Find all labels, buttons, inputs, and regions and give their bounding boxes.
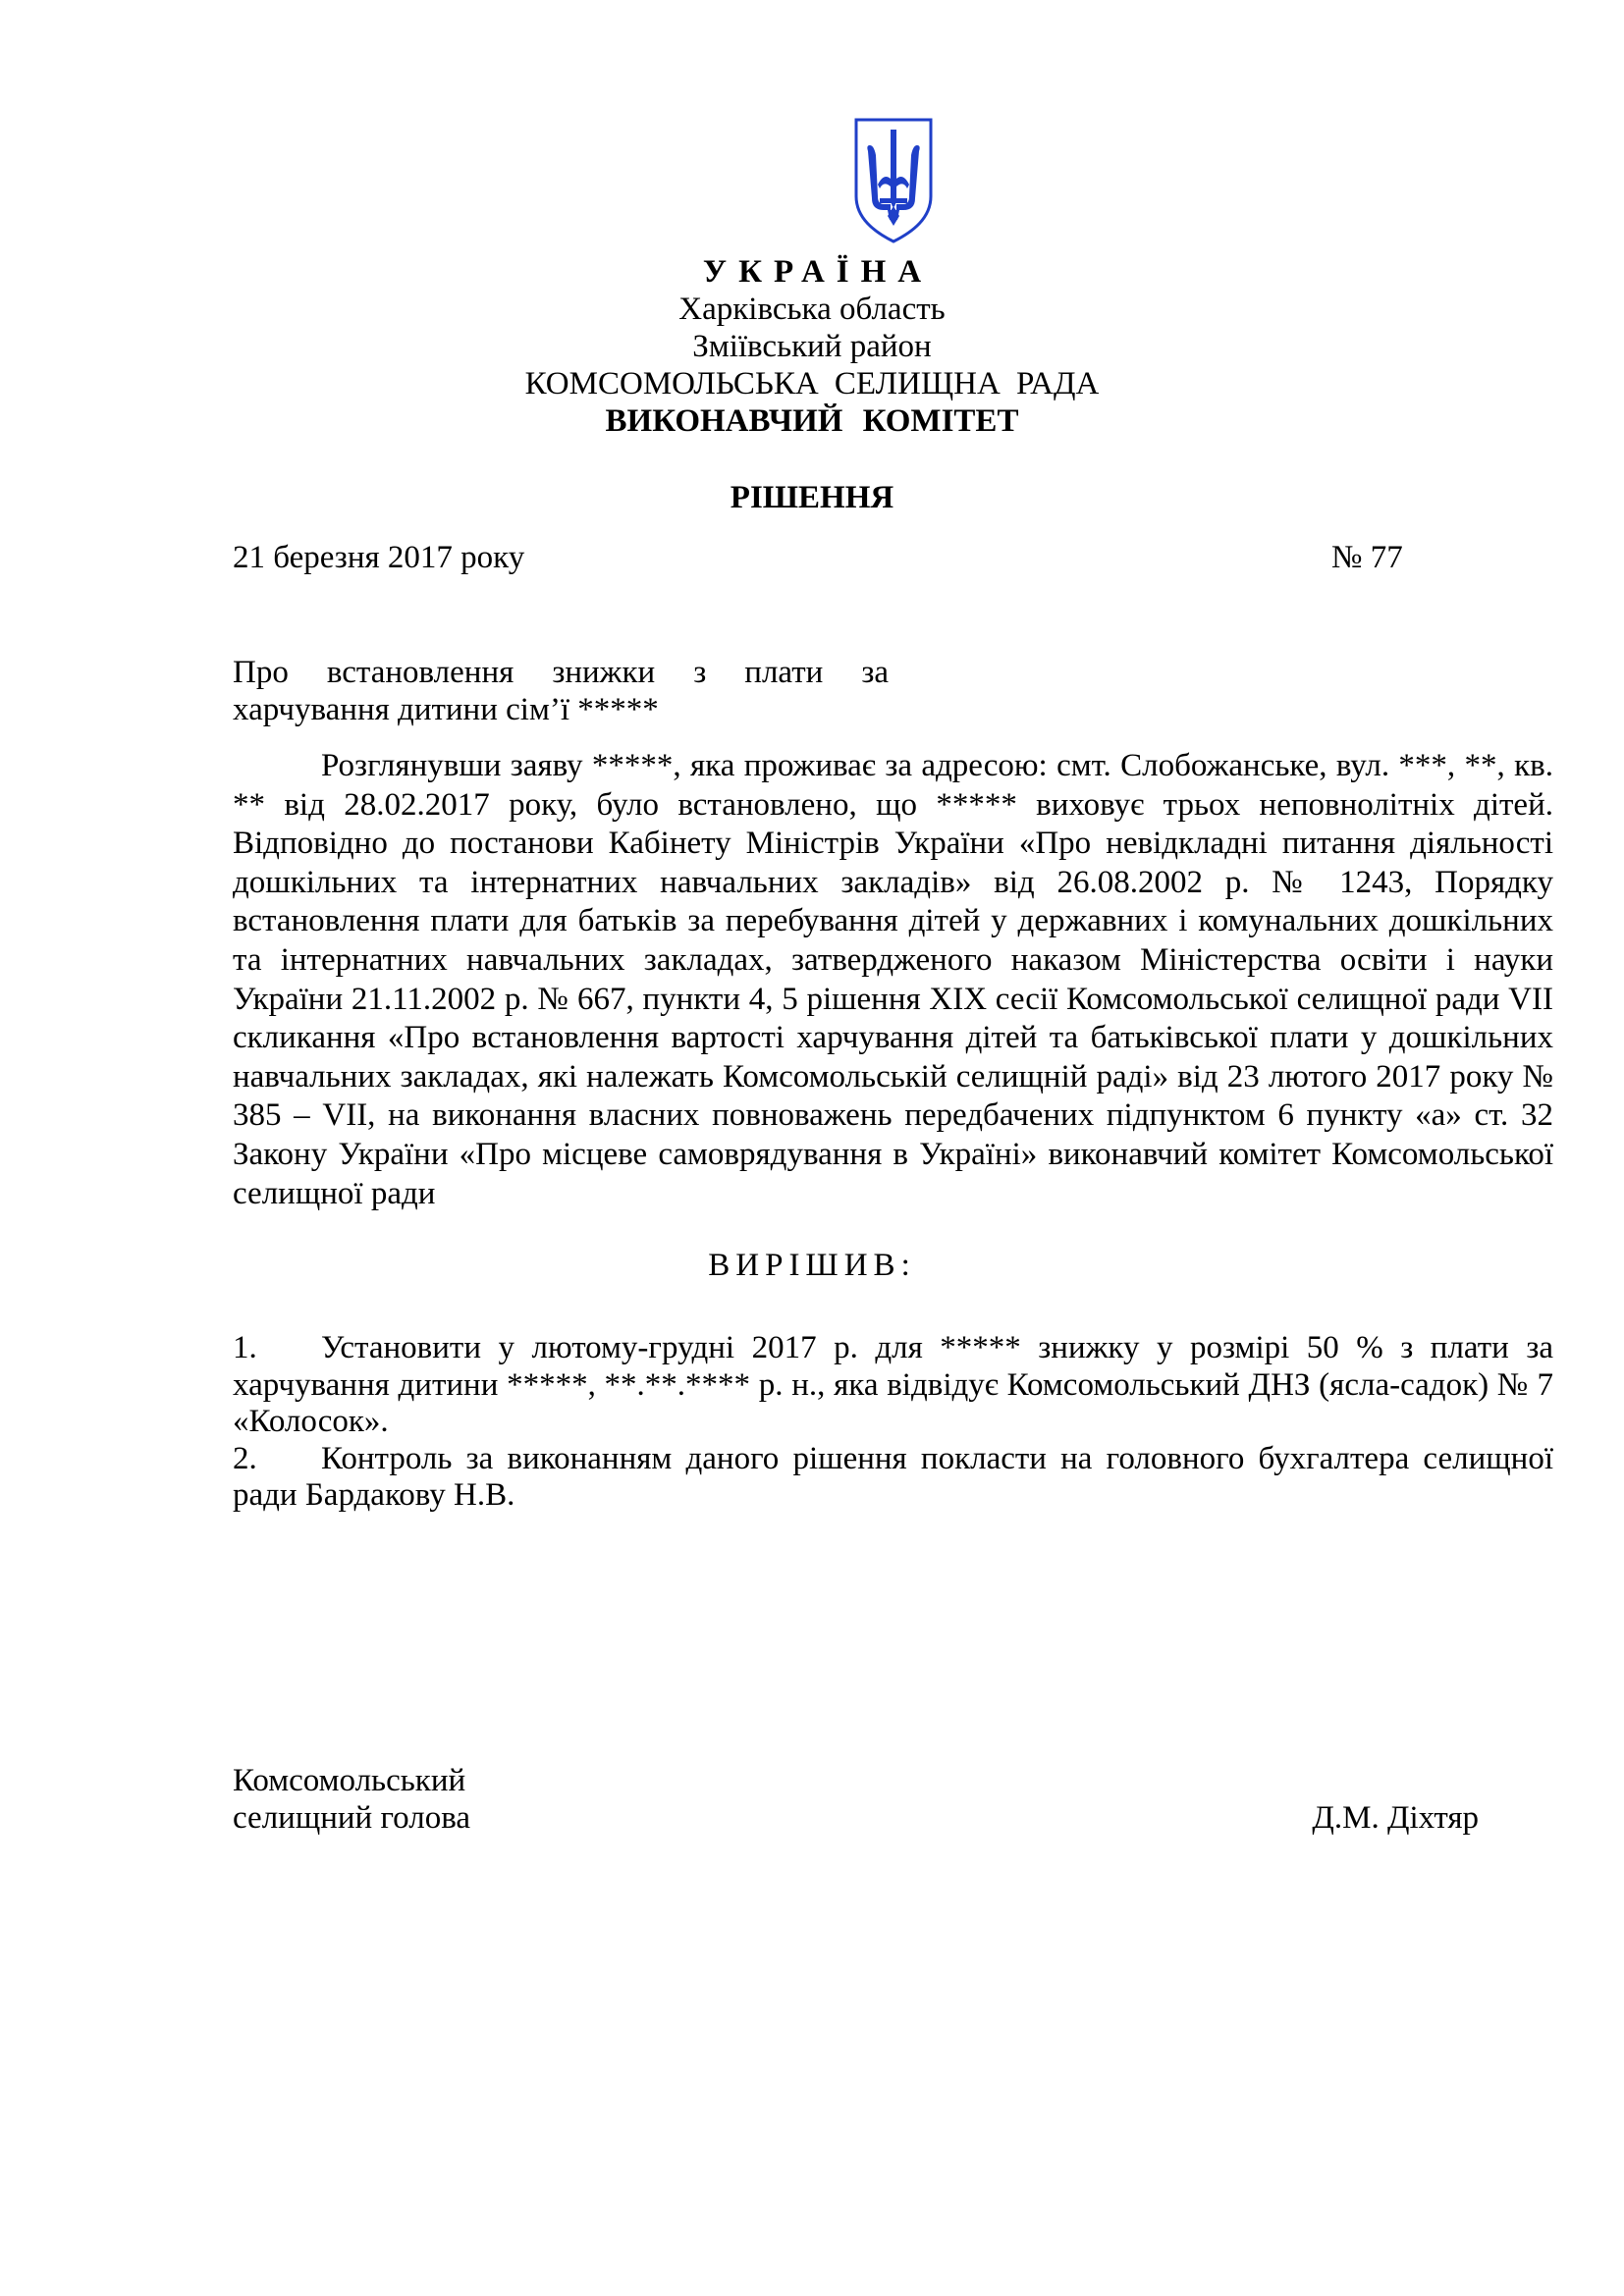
decision-item-2: [233, 1441, 1553, 1515]
document-type: РІШЕННЯ: [730, 480, 894, 515]
raion-name: Зміївський район: [692, 329, 932, 364]
document-number: № 77: [1331, 540, 1403, 575]
coat-of-arms-trident-icon: [850, 116, 937, 245]
oblast-name: Харківська область: [678, 292, 946, 327]
signatory-name: Д.М. Діхтяр: [1312, 1800, 1479, 1836]
document-subject: [233, 654, 889, 728]
item-text: Установити у лютому-грудні 2017 р. для ***** знижку у розмірі 50 % з плати за харчування дитини *****, **.**.**** р. н., яка відвідує Комсомольський ДНЗ (ясла-садок) № 7 «Колосок».: [233, 1330, 1553, 1439]
decision-items: [233, 1330, 1553, 1515]
document-date: 21 березня 2017 року: [233, 540, 525, 575]
subject-line-1: Про встановлення знижки з плати за: [233, 655, 889, 690]
item-number: 1.: [233, 1330, 257, 1365]
committee-name: ВИКОНАВЧИЙ КОМІТЕТ: [605, 403, 1019, 439]
decision-item-1: [233, 1330, 1553, 1441]
council-name: КОМСОМОЛЬСЬКА СЕЛИЩНА РАДА: [524, 366, 1100, 401]
signatory-title-line-2: селищний голова: [233, 1800, 471, 1836]
decided-heading: ВИРІШИВ:: [708, 1248, 916, 1283]
country-name: УКРАЇНА: [702, 254, 934, 290]
subject-line-2: харчування дитини сім’ї *****: [233, 692, 659, 727]
signatory-title-line-1: Комсомольський: [233, 1763, 466, 1798]
signatory-title: [233, 1762, 470, 1837]
preamble-paragraph: Розглянувши заяву *****, яка проживає за адресою: смт. Слобожанське, вул. ***, **, кв. ** від 28.02.2017 року, було встановлено, що ***** виховує трьох неповнолітніх дітей. Відповідно до постанови Кабінету Міністрів України «Про невідкладні питання діяльності дошкільних та інтернатних навчальних закладів» від 26.08.2002 р. № 1243, Порядку встановлення плати для батьків за перебування дітей у державних і комунальних дошкільних та інтернатних навчальних закладах, затвердженого наказом Міністерства освіти і науки України 21.11.2002 р. № 667, пункти 4, 5 рішення ХІХ сесії Комсомольської селищної ради VІІ скликання «Про встановлення вартості харчування дітей та батьківської плати у дошкільних навчальних закладах, які належать Комсомольській селищній раді» від 23 лютого 2017 року № 385 – VІІ, на виконання власних повноважень передбачених підпунктом 6 пункту «а» ст. 32 Закону України «Про місцеве самоврядування в Україні» виконавчий комітет Комсомольської селищної ради: [233, 748, 1553, 1211]
item-text: Контроль за виконанням даного рішення покласти на головного бухгалтера селищної ради Бардакову Н.В.: [233, 1440, 1553, 1513]
item-number: 2.: [233, 1440, 257, 1476]
